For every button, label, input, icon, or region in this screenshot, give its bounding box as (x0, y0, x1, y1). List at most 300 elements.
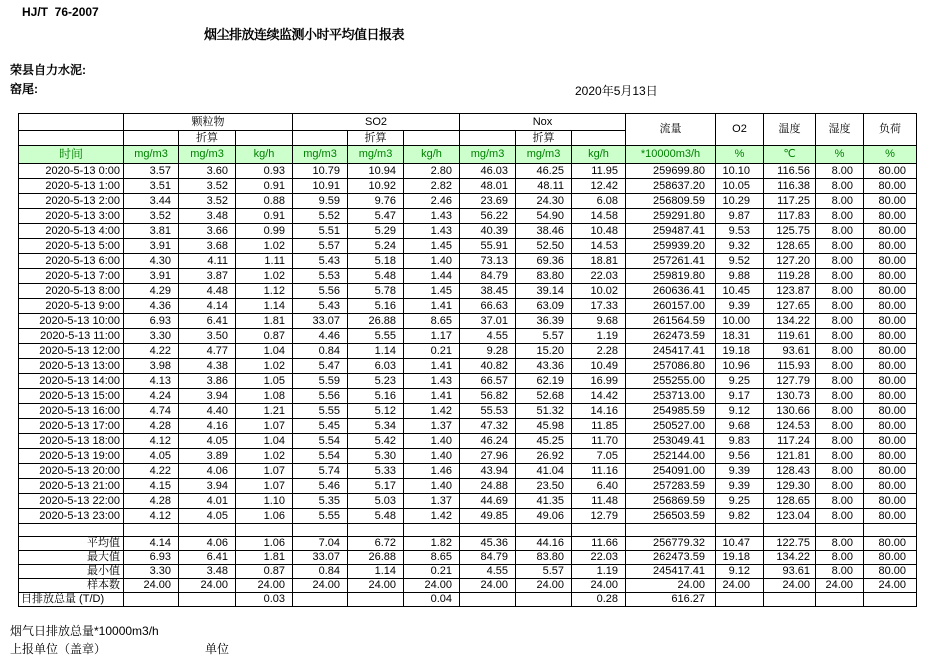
value-cell: 5.29 (348, 224, 404, 239)
value-cell: 1.06 (236, 509, 293, 524)
value-cell: 36.39 (516, 314, 572, 329)
value-cell: 52.50 (516, 239, 572, 254)
value-cell: 5.74 (293, 464, 348, 479)
value-cell: 3.48 (179, 209, 236, 224)
value-cell: 24.00 (348, 579, 404, 593)
value-cell: 1.81 (236, 551, 293, 565)
value-cell: 9.12 (716, 565, 764, 579)
unit-cell: mg/m3 (179, 146, 236, 164)
value-cell: 5.59 (293, 374, 348, 389)
value-cell: 9.68 (572, 314, 626, 329)
table-row (19, 179, 917, 194)
value-cell: 4.16 (179, 419, 236, 434)
value-cell: 8.00 (816, 314, 864, 329)
value-cell: 80.00 (864, 254, 917, 269)
value-cell: 80.00 (864, 284, 917, 299)
value-cell: 26.92 (516, 449, 572, 464)
value-cell: 8.00 (816, 374, 864, 389)
value-cell: 5.51 (293, 224, 348, 239)
value-cell: 9.83 (716, 434, 764, 449)
value-cell: 3.94 (179, 479, 236, 494)
value-cell: 3.98 (124, 359, 179, 374)
value-cell: 260157.00 (626, 299, 716, 314)
value-cell: 5.52 (293, 209, 348, 224)
value-cell: 123.87 (764, 284, 816, 299)
value-cell: 1.21 (236, 404, 293, 419)
col-group-nox: Nox (460, 114, 626, 131)
col-header-flow: 流量 (626, 114, 716, 146)
table-row (19, 269, 917, 284)
value-cell: 19.18 (716, 344, 764, 359)
standard-number: HJ/T 76-2007 (22, 5, 99, 19)
unit-cell: % (864, 146, 917, 164)
value-cell: 18.81 (572, 254, 626, 269)
time-cell: 2020-5-13 1:00 (19, 179, 124, 194)
value-cell: 253713.00 (626, 389, 716, 404)
value-cell: 134.22 (764, 314, 816, 329)
value-cell: 4.77 (179, 344, 236, 359)
table-header (19, 114, 917, 164)
value-cell: 121.81 (764, 449, 816, 464)
value-cell: 11.85 (572, 419, 626, 434)
value-cell: 80.00 (864, 209, 917, 224)
value-cell: 0.03 (236, 593, 293, 607)
value-cell: 23.69 (460, 194, 516, 209)
value-cell: 66.57 (460, 374, 516, 389)
value-cell: 4.55 (460, 329, 516, 344)
value-cell: 8.00 (816, 209, 864, 224)
table-row (19, 479, 917, 494)
value-cell: 4.05 (124, 449, 179, 464)
units-row (19, 146, 917, 164)
value-cell: 1.02 (236, 359, 293, 374)
value-cell: 4.28 (124, 494, 179, 509)
value-cell: 24.00 (626, 579, 716, 593)
value-cell: 4.05 (179, 509, 236, 524)
value-cell: 10.10 (716, 164, 764, 179)
value-cell: 1.41 (404, 389, 460, 404)
summary-label-cell: 日排放总量 (T/D) (19, 593, 124, 607)
time-cell: 2020-5-13 18:00 (19, 434, 124, 449)
value-cell: 1.02 (236, 269, 293, 284)
value-cell: 3.94 (179, 389, 236, 404)
value-cell: 0.87 (236, 565, 293, 579)
value-cell: 128.65 (764, 494, 816, 509)
value-cell: 8.00 (816, 434, 864, 449)
value-cell: 80.00 (864, 329, 917, 344)
value-cell: 1.05 (236, 374, 293, 389)
value-cell: 4.24 (124, 389, 179, 404)
value-cell: 250527.00 (626, 419, 716, 434)
table-row (19, 359, 917, 374)
value-cell: 9.12 (716, 404, 764, 419)
value-cell: 18.31 (716, 329, 764, 344)
value-cell: 46.25 (516, 164, 572, 179)
value-cell: 8.00 (816, 359, 864, 374)
value-cell: 0.99 (236, 224, 293, 239)
value-cell: 1.43 (404, 224, 460, 239)
table-row (19, 329, 917, 344)
value-cell: 5.46 (293, 479, 348, 494)
value-cell (816, 524, 864, 537)
time-cell: 2020-5-13 13:00 (19, 359, 124, 374)
value-cell: 11.95 (572, 164, 626, 179)
value-cell: 8.65 (404, 314, 460, 329)
value-cell (236, 524, 293, 537)
time-cell: 2020-5-13 22:00 (19, 494, 124, 509)
value-cell: 24.00 (124, 579, 179, 593)
value-cell: 8.00 (816, 419, 864, 434)
col-header-load: 负荷 (864, 114, 917, 146)
value-cell: 262473.59 (626, 551, 716, 565)
value-cell: 24.00 (572, 579, 626, 593)
value-cell (124, 593, 179, 607)
value-cell: 80.00 (864, 239, 917, 254)
col-group-pm: 颗粒物 (124, 114, 293, 131)
table-row (19, 194, 917, 209)
value-cell: 3.86 (179, 374, 236, 389)
header-group-row (19, 114, 917, 131)
unit-cell: *10000m3/h (626, 146, 716, 164)
summary-label-cell: 最大值 (19, 551, 124, 565)
value-cell: 9.39 (716, 464, 764, 479)
value-cell: 8.00 (816, 565, 864, 579)
value-cell: 23.50 (516, 479, 572, 494)
time-cell: 2020-5-13 9:00 (19, 299, 124, 314)
value-cell: 119.28 (764, 269, 816, 284)
value-cell: 5.53 (293, 269, 348, 284)
value-cell: 51.32 (516, 404, 572, 419)
value-cell: 6.41 (179, 314, 236, 329)
value-cell: 3.50 (179, 329, 236, 344)
value-cell: 24.88 (460, 479, 516, 494)
report-table (18, 113, 917, 607)
value-cell: 5.55 (293, 509, 348, 524)
value-cell: 259291.80 (626, 209, 716, 224)
value-cell: 80.00 (864, 179, 917, 194)
value-cell: 52.68 (516, 389, 572, 404)
value-cell: 0.91 (236, 179, 293, 194)
time-cell: 2020-5-13 0:00 (19, 164, 124, 179)
table-row (19, 389, 917, 404)
value-cell: 257261.41 (626, 254, 716, 269)
value-cell: 93.61 (764, 565, 816, 579)
value-cell: 8.00 (816, 329, 864, 344)
value-cell: 1.82 (404, 537, 460, 551)
value-cell: 5.42 (348, 434, 404, 449)
value-cell: 1.04 (236, 434, 293, 449)
time-cell: 2020-5-13 17:00 (19, 419, 124, 434)
value-cell: 24.00 (764, 579, 816, 593)
value-cell: 0.84 (293, 565, 348, 579)
table-row (19, 239, 917, 254)
value-cell: 12.79 (572, 509, 626, 524)
value-cell: 49.85 (460, 509, 516, 524)
empty-cell (293, 131, 348, 146)
value-cell: 130.73 (764, 389, 816, 404)
value-cell: 22.03 (572, 269, 626, 284)
value-cell: 80.00 (864, 434, 917, 449)
value-cell: 125.75 (764, 224, 816, 239)
converted-header-pm: 折算 (179, 131, 236, 146)
value-cell: 19.18 (716, 551, 764, 565)
value-cell: 5.57 (516, 565, 572, 579)
table-row (19, 224, 917, 239)
value-cell: 259939.20 (626, 239, 716, 254)
table-row (19, 284, 917, 299)
value-cell: 10.49 (572, 359, 626, 374)
unit-cell: mg/m3 (348, 146, 404, 164)
value-cell: 3.30 (124, 329, 179, 344)
value-cell: 54.90 (516, 209, 572, 224)
value-cell: 80.00 (864, 269, 917, 284)
time-cell: 2020-5-13 8:00 (19, 284, 124, 299)
empty-cell (19, 131, 124, 146)
value-cell: 24.00 (236, 579, 293, 593)
value-cell: 1.14 (348, 344, 404, 359)
value-cell: 8.00 (816, 509, 864, 524)
value-cell: 15.20 (516, 344, 572, 359)
value-cell: 9.28 (460, 344, 516, 359)
value-cell: 4.12 (124, 509, 179, 524)
value-cell: 4.14 (179, 299, 236, 314)
value-cell: 45.25 (516, 434, 572, 449)
value-cell: 26.88 (348, 551, 404, 565)
value-cell: 0.21 (404, 344, 460, 359)
value-cell: 127.20 (764, 254, 816, 269)
value-cell: 80.00 (864, 194, 917, 209)
unit-cell: % (816, 146, 864, 164)
time-cell: 2020-5-13 21:00 (19, 479, 124, 494)
empty-corner-cell (19, 114, 124, 131)
value-cell: 1.37 (404, 494, 460, 509)
value-cell: 1.37 (404, 419, 460, 434)
value-cell: 6.93 (124, 314, 179, 329)
value-cell: 3.81 (124, 224, 179, 239)
value-cell: 4.01 (179, 494, 236, 509)
value-cell: 55.91 (460, 239, 516, 254)
value-cell: 8.00 (816, 551, 864, 565)
value-cell: 10.94 (348, 164, 404, 179)
value-cell: 8.00 (816, 239, 864, 254)
table-row (19, 374, 917, 389)
table-row (19, 509, 917, 524)
value-cell: 1.42 (404, 404, 460, 419)
value-cell: 80.00 (864, 224, 917, 239)
value-cell: 5.18 (348, 254, 404, 269)
value-cell: 1.07 (236, 464, 293, 479)
value-cell: 0.21 (404, 565, 460, 579)
value-cell: 256809.59 (626, 194, 716, 209)
value-cell: 66.63 (460, 299, 516, 314)
value-cell: 0.87 (236, 329, 293, 344)
unit-cell: mg/m3 (124, 146, 179, 164)
value-cell: 80.00 (864, 299, 917, 314)
value-cell: 1.41 (404, 299, 460, 314)
value-cell: 44.69 (460, 494, 516, 509)
value-cell: 9.32 (716, 239, 764, 254)
value-cell: 4.11 (179, 254, 236, 269)
value-cell: 49.06 (516, 509, 572, 524)
value-cell: 56.22 (460, 209, 516, 224)
value-cell: 80.00 (864, 374, 917, 389)
value-cell: 80.00 (864, 404, 917, 419)
converted-header-nox: 折算 (516, 131, 572, 146)
value-cell: 4.74 (124, 404, 179, 419)
unit-cell: kg/h (236, 146, 293, 164)
table-row (19, 254, 917, 269)
value-cell: 80.00 (864, 479, 917, 494)
value-cell: 22.03 (572, 551, 626, 565)
value-cell: 0.93 (236, 164, 293, 179)
value-cell: 6.08 (572, 194, 626, 209)
unit-cell: kg/h (404, 146, 460, 164)
value-cell: 11.70 (572, 434, 626, 449)
value-cell: 8.00 (816, 449, 864, 464)
value-cell: 10.45 (716, 284, 764, 299)
monitor-location: 窑尾: (10, 82, 38, 96)
value-cell (864, 524, 917, 537)
value-cell: 11.66 (572, 537, 626, 551)
table-row (19, 449, 917, 464)
value-cell: 62.19 (516, 374, 572, 389)
empty-cell (124, 131, 179, 146)
value-cell: 1.10 (236, 494, 293, 509)
value-cell: 256503.59 (626, 509, 716, 524)
value-cell: 7.04 (293, 537, 348, 551)
value-cell: 41.04 (516, 464, 572, 479)
value-cell: 129.30 (764, 479, 816, 494)
value-cell: 80.00 (864, 359, 917, 374)
value-cell: 253049.41 (626, 434, 716, 449)
value-cell: 8.00 (816, 194, 864, 209)
summary-row (19, 593, 917, 607)
value-cell: 4.28 (124, 419, 179, 434)
value-cell: 10.91 (293, 179, 348, 194)
value-cell: 5.48 (348, 509, 404, 524)
value-cell: 8.65 (404, 551, 460, 565)
value-cell: 117.24 (764, 434, 816, 449)
value-cell: 1.11 (236, 254, 293, 269)
time-cell: 2020-5-13 20:00 (19, 464, 124, 479)
value-cell: 5.16 (348, 299, 404, 314)
value-cell: 3.68 (179, 239, 236, 254)
company-name: 荣县自力水泥: (10, 63, 86, 77)
value-cell: 5.54 (293, 434, 348, 449)
value-cell: 14.16 (572, 404, 626, 419)
value-cell (404, 524, 460, 537)
value-cell: 24.00 (516, 579, 572, 593)
value-cell: 1.19 (572, 329, 626, 344)
value-cell: 93.61 (764, 344, 816, 359)
value-cell: 84.79 (460, 551, 516, 565)
value-cell (460, 524, 516, 537)
value-cell: 1.40 (404, 254, 460, 269)
table-row (19, 209, 917, 224)
time-cell: 2020-5-13 2:00 (19, 194, 124, 209)
value-cell: 24.00 (404, 579, 460, 593)
summary-label-cell: 最小值 (19, 565, 124, 579)
value-cell: 1.06 (236, 537, 293, 551)
value-cell: 80.00 (864, 565, 917, 579)
time-cell: 2020-5-13 12:00 (19, 344, 124, 359)
value-cell (293, 593, 348, 607)
value-cell: 10.96 (716, 359, 764, 374)
value-cell: 24.00 (716, 579, 764, 593)
value-cell: 5.47 (348, 209, 404, 224)
value-cell: 116.38 (764, 179, 816, 194)
value-cell: 5.57 (293, 239, 348, 254)
value-cell (179, 524, 236, 537)
value-cell: 5.03 (348, 494, 404, 509)
value-cell: 4.12 (124, 434, 179, 449)
value-cell: 11.48 (572, 494, 626, 509)
value-cell: 117.83 (764, 209, 816, 224)
value-cell (816, 593, 864, 607)
value-cell: 4.30 (124, 254, 179, 269)
value-cell: 33.07 (293, 551, 348, 565)
value-cell: 6.40 (572, 479, 626, 494)
value-cell: 9.39 (716, 299, 764, 314)
value-cell: 37.01 (460, 314, 516, 329)
value-cell (460, 593, 516, 607)
value-cell: 33.07 (293, 314, 348, 329)
value-cell: 1.14 (236, 299, 293, 314)
table-row (19, 314, 917, 329)
value-cell: 80.00 (864, 449, 917, 464)
value-cell: 5.55 (293, 404, 348, 419)
time-cell: 2020-5-13 6:00 (19, 254, 124, 269)
unit-cell: mg/m3 (460, 146, 516, 164)
value-cell: 5.45 (293, 419, 348, 434)
value-cell: 252144.00 (626, 449, 716, 464)
value-cell: 40.39 (460, 224, 516, 239)
value-cell: 10.47 (716, 537, 764, 551)
value-cell: 14.53 (572, 239, 626, 254)
value-cell: 128.43 (764, 464, 816, 479)
value-cell (348, 593, 404, 607)
table-row (19, 464, 917, 479)
value-cell (124, 524, 179, 537)
value-cell: 0.28 (572, 593, 626, 607)
value-cell: 4.15 (124, 479, 179, 494)
value-cell: 45.36 (460, 537, 516, 551)
value-cell: 9.25 (716, 374, 764, 389)
value-cell: 3.52 (124, 209, 179, 224)
value-cell (626, 524, 716, 537)
unit-label: 单位 (205, 642, 230, 656)
table-row (19, 494, 917, 509)
table-row (19, 404, 917, 419)
value-cell: 1.40 (404, 479, 460, 494)
value-cell (516, 593, 572, 607)
value-cell: 8.00 (816, 537, 864, 551)
report-date: 2020年5月13日 (575, 84, 658, 98)
value-cell (572, 524, 626, 537)
value-cell: 8.00 (816, 479, 864, 494)
value-cell: 5.16 (348, 389, 404, 404)
value-cell: 5.43 (293, 299, 348, 314)
value-cell: 1.41 (404, 359, 460, 374)
value-cell: 8.00 (816, 464, 864, 479)
value-cell: 48.01 (460, 179, 516, 194)
value-cell: 8.00 (816, 404, 864, 419)
value-cell (864, 593, 917, 607)
summary-row (19, 565, 917, 579)
report-title: 烟尘排放连续监测小时平均值日报表 (204, 27, 405, 42)
time-cell: 2020-5-13 7:00 (19, 269, 124, 284)
value-cell: 56.82 (460, 389, 516, 404)
